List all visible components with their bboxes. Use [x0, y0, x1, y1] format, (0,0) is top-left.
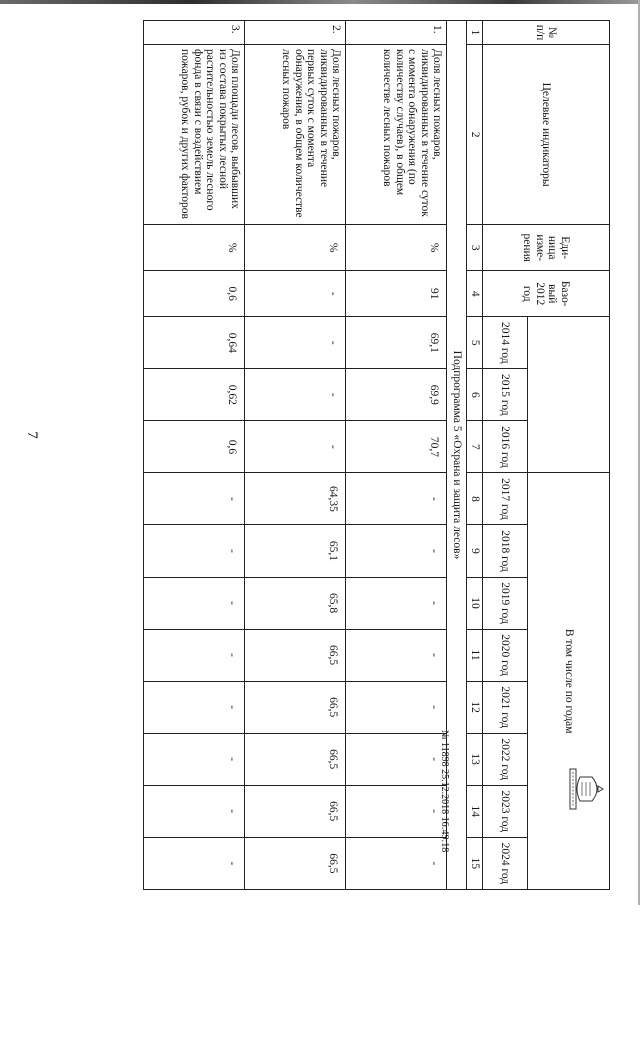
unit-cell: % [144, 225, 245, 271]
subprogram-title: Подпрограмма 5 «Охрана и защита лесов» [447, 21, 467, 890]
value-cell: - [144, 629, 245, 681]
value-cell: - [144, 681, 245, 733]
header-year: 2019 год [483, 577, 528, 629]
base-value-cell: - [245, 271, 346, 317]
value-cell: 65,8 [245, 577, 346, 629]
value-cell: 0,6 [144, 421, 245, 473]
column-number: 12 [467, 681, 483, 733]
column-number: 7 [467, 421, 483, 473]
header-year: 2021 год [483, 681, 528, 733]
value-cell: 69,9 [346, 369, 447, 421]
value-cell: - [144, 525, 245, 577]
value-cell: - [346, 629, 447, 681]
column-number: 9 [467, 525, 483, 577]
header-years-group: В том числе по годам [528, 473, 610, 890]
table-row [245, 21, 346, 890]
value-cell: - [346, 525, 447, 577]
header-row-top [528, 21, 610, 890]
row-number: 2. [245, 21, 346, 45]
value-cell: 0,62 [144, 369, 245, 421]
value-cell: - [346, 681, 447, 733]
column-numbers-row [467, 21, 483, 890]
header-year: 2015 год [483, 369, 528, 421]
subprogram-row [447, 21, 467, 890]
header-num: № п/п [483, 21, 610, 45]
row-number: 1. [346, 21, 447, 45]
header-years-blank [528, 317, 610, 473]
column-number: 6 [467, 369, 483, 421]
base-value-cell: 91 [346, 271, 447, 317]
value-cell: - [346, 577, 447, 629]
column-number: 10 [467, 577, 483, 629]
indicators-table [144, 20, 611, 890]
page-number: 7 [24, 431, 40, 439]
value-cell: - [245, 421, 346, 473]
value-cell: 66,5 [245, 629, 346, 681]
indicator-name: Доля лесных пожаров, ликвидированных в течение первых суток с момента обнаружения, в общем количестве лесных пожаров [245, 45, 346, 225]
value-cell: - [144, 473, 245, 525]
table-row [144, 21, 245, 890]
header-year: 2022 год [483, 733, 528, 785]
header-unit: Еди-ница изме-рения [483, 225, 610, 271]
header-year: 2018 год [483, 525, 528, 577]
column-number: 8 [467, 473, 483, 525]
value-cell: - [245, 369, 346, 421]
column-number: 13 [467, 733, 483, 785]
column-number: 1 [467, 21, 483, 45]
registration-stamp: № 11898 25.12.2018 16:49:18 [439, 730, 450, 853]
value-cell: - [144, 733, 245, 785]
indicator-name: Доля площади лесов, выбывших из состава покрытых лесной растительностью земель лесного фонда в связи с воздействием пожаров, рубок и других факторов [144, 45, 245, 225]
header-base-year: Базо-вый 2012 год [483, 271, 610, 317]
value-cell: - [346, 733, 447, 785]
value-cell: - [346, 785, 447, 837]
column-number: 3 [467, 225, 483, 271]
indicator-name: Доля лесных пожаров, ликвидированных в течение суток с момента обнаружения (по количеству случаев), в общем количестве лесных пожаров [346, 45, 447, 225]
column-number: 4 [467, 271, 483, 317]
value-cell: - [346, 473, 447, 525]
value-cell: 66,5 [245, 785, 346, 837]
value-cell: 66,5 [245, 681, 346, 733]
value-cell: - [245, 317, 346, 369]
value-cell: 69,1 [346, 317, 447, 369]
value-cell: - [144, 837, 245, 889]
unit-cell: % [346, 225, 447, 271]
header-year: 2023 год [483, 785, 528, 837]
header-indicators: Целевые индикаторы [483, 45, 610, 225]
column-number: 14 [467, 785, 483, 837]
value-cell: 66,5 [245, 733, 346, 785]
value-cell: - [346, 837, 447, 889]
table-row [346, 21, 447, 890]
header-year: 2024 год [483, 837, 528, 889]
header-year: 2020 год [483, 629, 528, 681]
column-number: 2 [467, 45, 483, 225]
rotated-table-container [140, 20, 610, 890]
value-cell: - [144, 785, 245, 837]
value-cell: 65,1 [245, 525, 346, 577]
scan-edge-top [0, 0, 640, 4]
value-cell: 66,5 [245, 837, 346, 889]
column-number: 15 [467, 837, 483, 889]
value-cell: - [144, 577, 245, 629]
header-year: 2017 год [483, 473, 528, 525]
value-cell: 64,35 [245, 473, 346, 525]
coat-of-arms-icon [564, 765, 606, 813]
base-value-cell: 0,6 [144, 271, 245, 317]
header-year: 2016 год [483, 421, 528, 473]
value-cell: 70,7 [346, 421, 447, 473]
header-year: 2014 год [483, 317, 528, 369]
column-number: 11 [467, 629, 483, 681]
row-number: 3. [144, 21, 245, 45]
value-cell: 0,64 [144, 317, 245, 369]
unit-cell: % [245, 225, 346, 271]
column-number: 5 [467, 317, 483, 369]
